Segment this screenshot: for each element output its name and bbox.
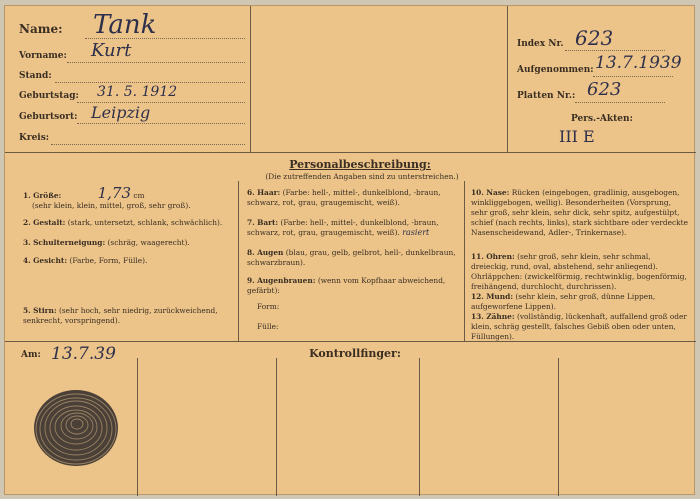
platten-value: 623 bbox=[587, 79, 622, 100]
kreis-label: Kreis: bbox=[19, 133, 50, 143]
vorname-value: Kurt bbox=[91, 40, 132, 61]
item-schulterneigung: 3. Schulterneigung: (schräg, waagerecht). bbox=[23, 238, 190, 247]
divider bbox=[250, 6, 251, 152]
bart-value: rasiert bbox=[402, 228, 430, 237]
item-gestalt: 2. Gestalt: (stark, untersetzt, schlank, schwächlich). bbox=[23, 218, 223, 227]
item-augen: 8. Augen (blau, grau, gelb, gelbrot, hell-, dunkelbraun, schwarzbraun). bbox=[247, 248, 456, 267]
divider bbox=[558, 358, 559, 496]
divider bbox=[276, 358, 277, 496]
identification-card bbox=[4, 5, 695, 495]
am-label: Am: bbox=[21, 350, 41, 360]
divider bbox=[464, 181, 465, 341]
aufgenommen-value: 13.7.1939 bbox=[595, 53, 682, 73]
platten-label: Platten Nr.: bbox=[517, 91, 576, 101]
geburtsort-label: Geburtsort: bbox=[19, 112, 78, 122]
item-mund: 12. Mund: (sehr klein, sehr groß, dünne Lippen, aufgeworfene Lippen). bbox=[471, 292, 656, 311]
index-value: 623 bbox=[575, 26, 614, 50]
name-label: Name: bbox=[19, 22, 63, 36]
item-form: Form: bbox=[257, 302, 280, 311]
geburtsort-value: Leipzig bbox=[91, 103, 151, 122]
item-bart: 7. Bart: (Farbe: hell-, mittel-, dunkelblond, -braun, schwarz, rot, grau, graugemischt, weiß). rasiert bbox=[247, 218, 439, 237]
groesse-value: 1,73 bbox=[97, 184, 132, 202]
item-ohren: 11. Ohren: (sehr groß, sehr klein, sehr schmal, dreieckig, rund, oval, abstehend, sehr anliegend). Ohrläppchen: (zwickelförmig, rechtwinklig, bogenförmig, freihängend, durchlocht, durchrissen). bbox=[471, 252, 687, 291]
item-gesicht: 4. Gesicht: (Farbe, Form, Fülle). bbox=[23, 256, 148, 265]
personal-subtitle: (Die zutreffenden Angaben sind zu unterstreichen.) bbox=[265, 172, 459, 181]
index-label: Index Nr. bbox=[517, 39, 564, 49]
fingerprint-image bbox=[31, 386, 121, 470]
geburtstag-label: Geburtstag: bbox=[19, 91, 79, 101]
name-value: Tank bbox=[93, 10, 157, 40]
aufgenommen-label: Aufgenommen: bbox=[517, 65, 594, 75]
pers-akten-label: Pers.-Akten: bbox=[571, 114, 633, 124]
divider bbox=[507, 6, 508, 152]
divider bbox=[137, 358, 138, 496]
item-groesse: 1. Größe: 1,73 cm (sehr klein, klein, mittel, groß, sehr groß). bbox=[23, 184, 191, 210]
item-stirn: 5. Stirn: (sehr hoch, sehr niedrig, zurückweichend, senkrecht, vorspringend). bbox=[23, 306, 218, 325]
vorname-label: Vorname: bbox=[19, 51, 67, 61]
divider bbox=[5, 152, 696, 153]
pers-akten-value: III E bbox=[559, 127, 595, 146]
geburtstag-value: 31. 5. 1912 bbox=[97, 84, 178, 100]
kontrollfinger-label: Kontrollfinger: bbox=[309, 347, 401, 360]
personal-title: Personalbeschreibung: bbox=[289, 158, 431, 171]
divider bbox=[419, 358, 420, 496]
item-nase: 10. Nase: Rücken (eingebogen, gradlinig, ausgebogen, winkliggebogen, wellig). Besonderheiten (Vorsprung, sehr groß, sehr klein, sehr dick, sehr spitz, aufgestülpt, schief (nach rechts, links), stark sichtbare oder verdeckte Nasenscheidewand, Adler-, Trinkernase). bbox=[471, 188, 688, 237]
stand-label: Stand: bbox=[19, 71, 52, 81]
item-fuelle: Fülle: bbox=[257, 322, 279, 331]
item-haar: 6. Haar: (Farbe: hell-, mittel-, dunkelblond, -braun, schwarz, rot, grau, graugemischt, weiß). bbox=[247, 188, 441, 207]
am-value: 13.7.39 bbox=[51, 344, 116, 364]
item-zaehne: 13. Zähne: (vollständig, lückenhaft, auffallend groß oder klein, schräg gestellt, falsches Gebiß oben oder unten, Füllungen). bbox=[471, 312, 687, 341]
item-augenbrauen: 9. Augenbrauen: (wenn vom Kopfhaar abweichend, gefärbt): bbox=[247, 276, 446, 295]
divider bbox=[238, 181, 239, 341]
